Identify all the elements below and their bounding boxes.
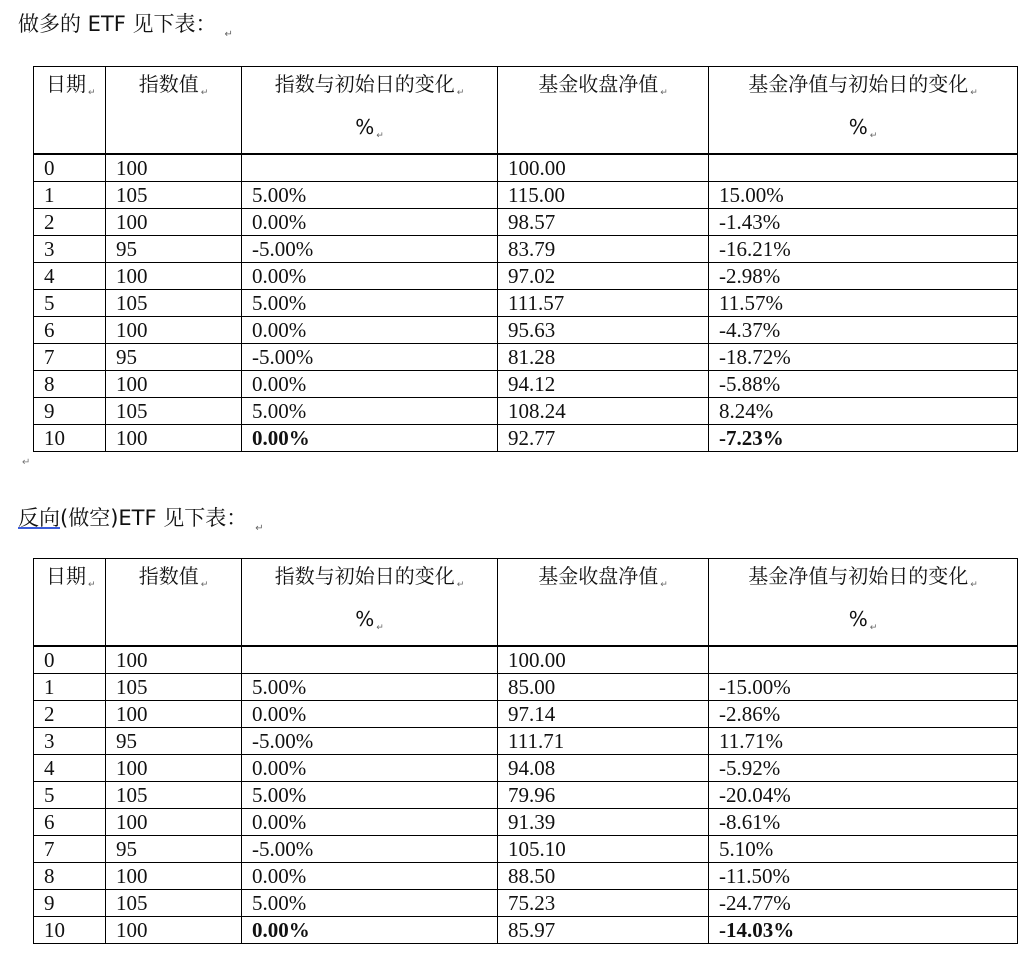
cell-index: 105 [106,890,242,917]
cell-index: 95 [106,728,242,755]
paragraph-mark-icon: ↵ [88,580,96,590]
table-row [34,154,1018,182]
table-row [34,728,1018,755]
table-row [34,290,1018,317]
header-index-change [242,67,498,155]
table-row [34,782,1018,809]
cell-index-change: 5.00% [242,890,498,917]
table-row [34,344,1018,371]
cell-index-change: 0.00% [242,809,498,836]
cell-index: 105 [106,398,242,425]
cell-nav: 79.96 [498,782,709,809]
cell-nav-change [709,154,1018,182]
cell-index: 105 [106,182,242,209]
header-index-change-percent: % [355,607,375,631]
paragraph-mark-icon: ↵ [456,580,465,590]
paragraph-mark-icon: ↵ [376,623,384,633]
cell-day: 10 [34,425,106,452]
cell-day: 6 [34,317,106,344]
table-row [34,263,1018,290]
cell-index-change: 5.00% [242,182,498,209]
cell-nav-change: 11.57% [709,290,1018,317]
cell-index-change: -5.00% [242,836,498,863]
cell-index: 100 [106,917,242,944]
cell-index: 95 [106,836,242,863]
cell-nav: 111.71 [498,728,709,755]
header-index-value-label: 指数值 [138,72,199,96]
cell-nav: 94.08 [498,755,709,782]
short-etf-heading-text: (做空)ETF 见下表： [60,506,248,530]
cell-day: 1 [34,674,106,701]
cell-nav: 91.39 [498,809,709,836]
cell-nav: 111.57 [498,290,709,317]
cell-nav-change: -1.43% [709,209,1018,236]
cell-nav-change: 5.10% [709,836,1018,863]
header-nav-change [709,559,1018,647]
cell-index: 100 [106,263,242,290]
cell-index-change: 5.00% [242,782,498,809]
cell-index: 100 [106,809,242,836]
cell-nav: 97.14 [498,701,709,728]
cell-nav-change: -2.98% [709,263,1018,290]
paragraph-mark-icon: ↵ [88,88,96,98]
cell-day: 9 [34,890,106,917]
cell-index-change: 5.00% [242,674,498,701]
short-etf-table [33,558,1018,944]
cell-day: 2 [34,209,106,236]
paragraph-mark-icon: ↵ [22,457,31,468]
cell-index-change: 5.00% [242,398,498,425]
cell-nav-change: -5.92% [709,755,1018,782]
cell-day: 4 [34,263,106,290]
cell-index-change: 0.00% [242,917,498,944]
table-header-row [34,67,1018,155]
cell-nav-change: -8.61% [709,809,1018,836]
paragraph-mark-icon: ↵ [869,623,878,633]
table-row [34,182,1018,209]
cell-nav: 95.63 [498,317,709,344]
table-row [34,701,1018,728]
cell-day: 10 [34,917,106,944]
table-row [34,236,1018,263]
cell-index-change: 0.00% [242,209,498,236]
table-row [34,755,1018,782]
cell-day: 0 [34,154,106,182]
cell-index-change [242,646,498,674]
paragraph-mark-icon: ↵ [660,88,668,98]
cell-index: 100 [106,646,242,674]
header-nav-change [709,67,1018,155]
cell-nav-change: -11.50% [709,863,1018,890]
cell-nav: 92.77 [498,425,709,452]
cell-nav: 88.50 [498,863,709,890]
cell-nav-change: -2.86% [709,701,1018,728]
paragraph-mark-icon: ↵ [660,580,668,590]
header-index-change-label: 指数与初始日的变化 [274,564,455,588]
cell-nav-change: -16.21% [709,236,1018,263]
cell-index-change: 0.00% [242,425,498,452]
header-date-label: 日期 [46,564,86,588]
cell-index-change: -5.00% [242,344,498,371]
cell-day: 9 [34,398,106,425]
header-fund-nav-label: 基金收盘净值 [538,72,659,96]
paragraph-mark-icon: ↵ [224,29,233,40]
paragraph-mark-icon: ↵ [970,580,978,590]
cell-index: 95 [106,236,242,263]
short-etf-heading-underlined: 反向 [18,506,60,530]
table-row [34,209,1018,236]
cell-index: 100 [106,154,242,182]
table-row [34,371,1018,398]
cell-index-change: 5.00% [242,290,498,317]
cell-day: 2 [34,701,106,728]
header-index-change-label: 指数与初始日的变化 [274,72,455,96]
cell-index: 100 [106,425,242,452]
cell-day: 8 [34,863,106,890]
header-nav-change-label: 基金净值与初始日的变化 [748,72,969,96]
header-nav-change-percent: % [848,115,868,139]
cell-day: 4 [34,755,106,782]
paragraph-mark-icon: ↵ [869,131,878,141]
cell-nav-change [709,646,1018,674]
table-row [34,917,1018,944]
table-row [34,398,1018,425]
table-row [34,890,1018,917]
header-date [34,67,106,155]
header-fund-nav-label: 基金收盘净值 [538,564,659,588]
header-fund-nav [498,559,709,647]
cell-nav: 100.00 [498,646,709,674]
header-index-value [106,559,242,647]
cell-index-change: 0.00% [242,371,498,398]
header-index-change-percent: % [355,115,375,139]
cell-index: 95 [106,344,242,371]
cell-nav: 98.57 [498,209,709,236]
cell-index: 100 [106,755,242,782]
cell-day: 7 [34,836,106,863]
long-etf-heading [18,11,233,48]
paragraph-mark-icon: ↵ [255,523,264,534]
cell-index: 105 [106,290,242,317]
cell-nav-change: -18.72% [709,344,1018,371]
cell-nav-change: -15.00% [709,674,1018,701]
cell-day: 0 [34,646,106,674]
cell-nav-change: -20.04% [709,782,1018,809]
cell-index: 100 [106,209,242,236]
cell-day: 3 [34,236,106,263]
cell-nav: 105.10 [498,836,709,863]
header-index-value-label: 指数值 [138,564,199,588]
cell-index: 105 [106,782,242,809]
cell-index-change: -5.00% [242,728,498,755]
cell-nav: 97.02 [498,263,709,290]
cell-index-change: 0.00% [242,317,498,344]
table-row [34,836,1018,863]
cell-index: 100 [106,317,242,344]
header-date-label: 日期 [46,72,86,96]
cell-nav: 100.00 [498,154,709,182]
cell-nav-change: -5.88% [709,371,1018,398]
paragraph-mark-icon: ↵ [200,88,209,98]
cell-nav: 85.97 [498,917,709,944]
cell-index-change: 0.00% [242,863,498,890]
table-row [34,674,1018,701]
cell-index-change: -5.00% [242,236,498,263]
cell-nav-change: 8.24% [709,398,1018,425]
cell-index-change: 0.00% [242,701,498,728]
paragraph-mark-icon: ↵ [970,88,978,98]
cell-nav-change: -14.03% [709,917,1018,944]
header-date [34,559,106,647]
header-index-change [242,559,498,647]
table-header-row [34,559,1018,647]
header-index-value [106,67,242,155]
cell-nav-change: 11.71% [709,728,1018,755]
cell-index: 100 [106,371,242,398]
table-row [34,425,1018,452]
cell-nav: 75.23 [498,890,709,917]
cell-index-change: 0.00% [242,755,498,782]
header-fund-nav [498,67,709,155]
cell-nav: 115.00 [498,182,709,209]
cell-index-change: 0.00% [242,263,498,290]
cell-index-change [242,154,498,182]
paragraph-mark-icon: ↵ [456,88,465,98]
cell-nav-change: -4.37% [709,317,1018,344]
cell-nav: 94.12 [498,371,709,398]
header-nav-change-percent: % [848,607,868,631]
cell-index: 100 [106,701,242,728]
cell-nav: 108.24 [498,398,709,425]
long-etf-table [33,66,1018,452]
paragraph-mark-icon: ↵ [200,580,209,590]
cell-index: 105 [106,674,242,701]
cell-day: 8 [34,371,106,398]
table-row [34,646,1018,674]
cell-nav: 81.28 [498,344,709,371]
cell-nav-change: 15.00% [709,182,1018,209]
cell-index: 100 [106,863,242,890]
long-etf-heading-text: 做多的 ETF 见下表： [18,12,217,36]
table-row [34,863,1018,890]
cell-day: 3 [34,728,106,755]
cell-nav-change: -7.23% [709,425,1018,452]
paragraph-mark-icon: ↵ [376,131,384,141]
cell-day: 5 [34,290,106,317]
cell-nav: 83.79 [498,236,709,263]
short-etf-heading [18,505,264,542]
cell-day: 7 [34,344,106,371]
cell-day: 1 [34,182,106,209]
cell-day: 6 [34,809,106,836]
header-nav-change-label: 基金净值与初始日的变化 [748,564,969,588]
cell-nav: 85.00 [498,674,709,701]
table-row [34,317,1018,344]
table-row [34,809,1018,836]
cell-nav-change: -24.77% [709,890,1018,917]
cell-day: 5 [34,782,106,809]
